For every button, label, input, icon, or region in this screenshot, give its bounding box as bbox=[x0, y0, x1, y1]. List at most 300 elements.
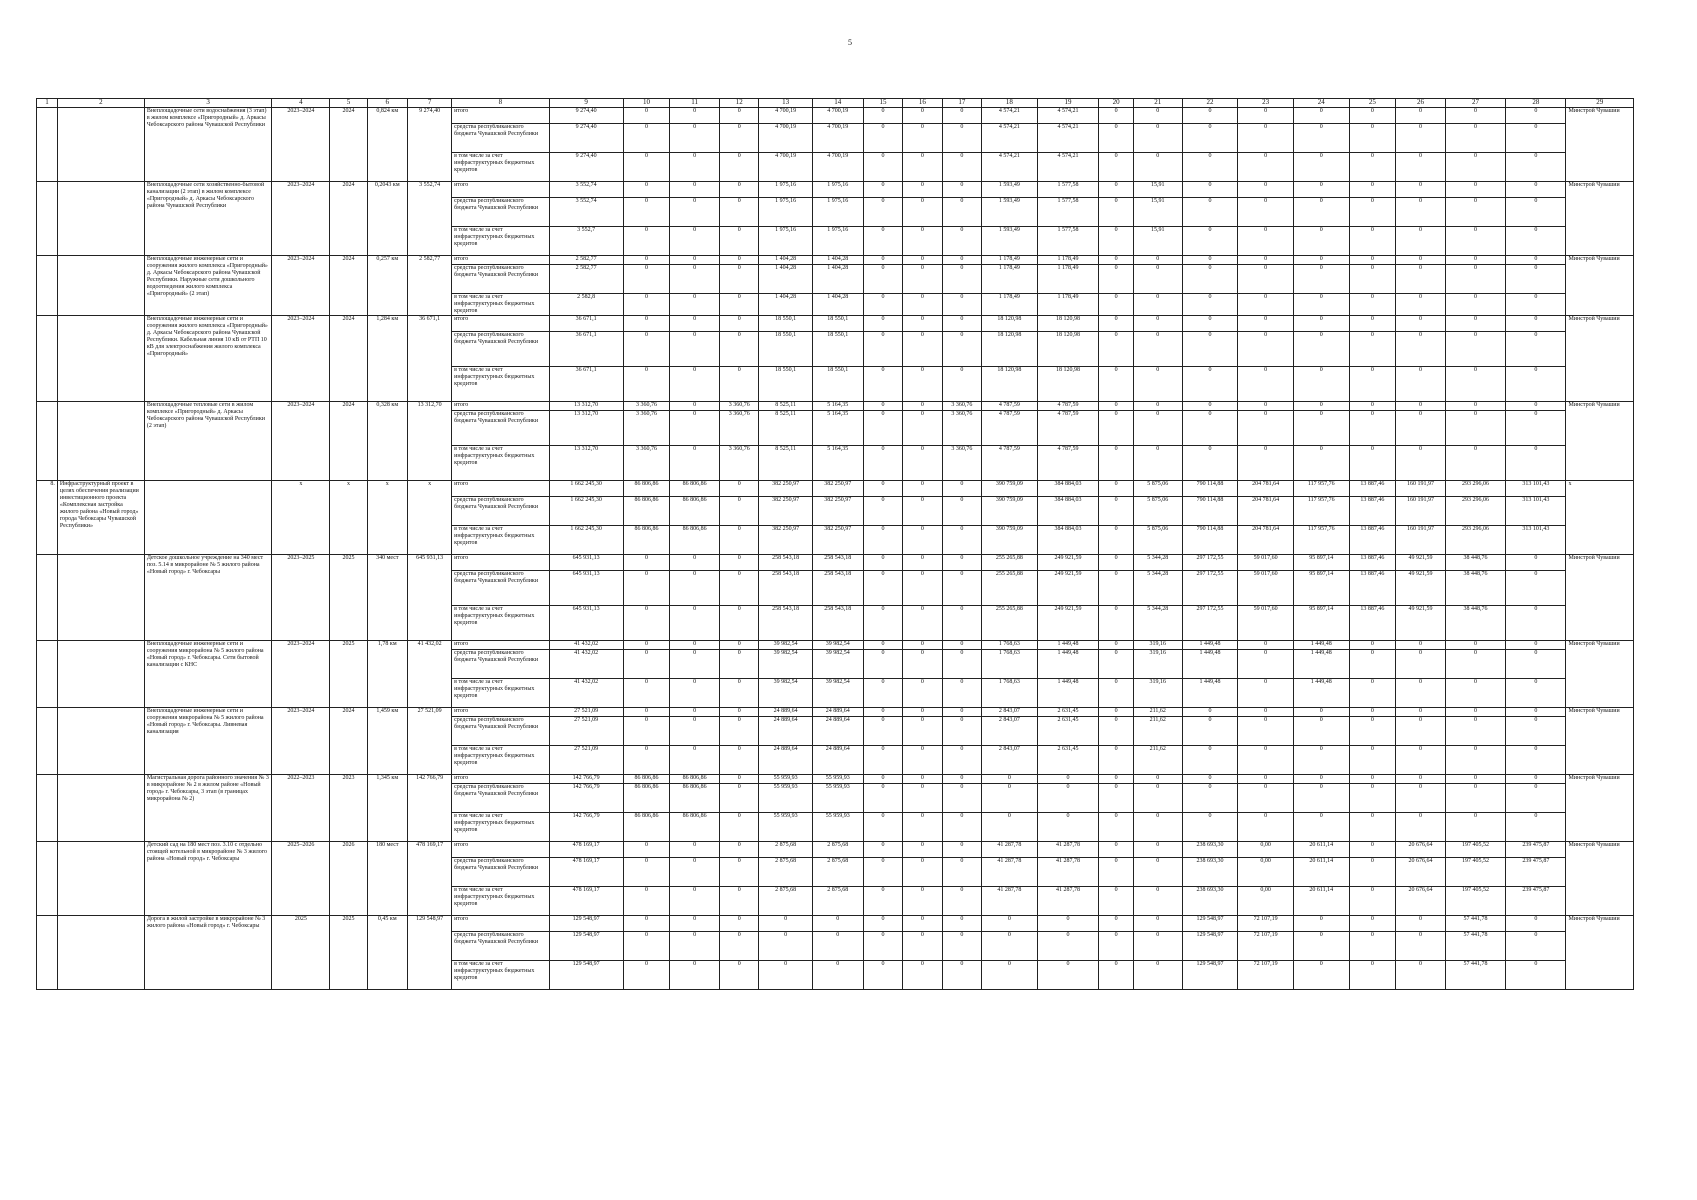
value-col-24: 0 bbox=[1293, 124, 1349, 153]
value-col-12: 0 bbox=[720, 679, 759, 708]
value-col-17: 0 bbox=[942, 153, 981, 182]
value-col-12: 0 bbox=[720, 775, 759, 784]
value-col-10: 0 bbox=[623, 124, 669, 153]
value-col-15: 0 bbox=[863, 182, 902, 198]
value-col-23: 0 bbox=[1238, 708, 1294, 717]
value-col-28: 0 bbox=[1506, 367, 1566, 402]
value-col-18: 0 bbox=[982, 813, 1038, 842]
value-col-13: 39 982,54 bbox=[759, 679, 812, 708]
estimated-cost: 13 312,70 bbox=[408, 402, 452, 481]
value-col-14: 39 982,54 bbox=[812, 650, 863, 679]
value-col-12: 0 bbox=[720, 481, 759, 497]
value-col-25: 0 bbox=[1349, 182, 1395, 198]
funding-source: средства республиканского бюджета Чувашской Республики bbox=[452, 717, 549, 746]
value-col-13: 258 543,18 bbox=[759, 606, 812, 641]
column-number-18: 18 bbox=[982, 99, 1038, 108]
program-name bbox=[57, 775, 144, 842]
value-col-22: 1 449,48 bbox=[1182, 641, 1238, 650]
item-number bbox=[37, 555, 58, 641]
table-row bbox=[37, 641, 1634, 650]
value-col-18: 18 120,98 bbox=[982, 316, 1038, 332]
funding-source: средства республиканского бюджета Чувашской Республики bbox=[452, 265, 549, 294]
value-col-20: 0 bbox=[1099, 332, 1134, 367]
value-col-21: 0 bbox=[1133, 294, 1182, 316]
value-col-26: 0 bbox=[1396, 813, 1446, 842]
value-col-13: 55 959,93 bbox=[759, 784, 812, 813]
value-col-25: 0 bbox=[1349, 932, 1395, 961]
value-col-17: 0 bbox=[942, 571, 981, 606]
value-col-11: 0 bbox=[670, 650, 720, 679]
value-col-22: 0 bbox=[1182, 784, 1238, 813]
value-col-23: 0 bbox=[1238, 813, 1294, 842]
value-col-12: 0 bbox=[720, 316, 759, 332]
value-col-11: 0 bbox=[670, 153, 720, 182]
capacity: 1,284 км bbox=[367, 316, 408, 402]
value-col-27: 293 296,06 bbox=[1445, 481, 1505, 497]
value-col-20: 0 bbox=[1099, 402, 1134, 411]
funding-source: в том числе за счет инфраструктурных бюджетных кредитов bbox=[452, 446, 549, 481]
value-col-22: 129 548,97 bbox=[1182, 916, 1238, 932]
value-col-25: 0 bbox=[1349, 717, 1395, 746]
funding-source: итого bbox=[452, 555, 549, 571]
value-col-11: 0 bbox=[670, 887, 720, 916]
column-number-26: 26 bbox=[1396, 99, 1446, 108]
value-col-17: 0 bbox=[942, 182, 981, 198]
value-col-23: 0 bbox=[1238, 198, 1294, 227]
value-col-20: 0 bbox=[1099, 784, 1134, 813]
value-col-24: 0 bbox=[1293, 198, 1349, 227]
value-col-20: 0 bbox=[1099, 497, 1134, 526]
value-col-10: 0 bbox=[623, 571, 669, 606]
value-col-27: 0 bbox=[1445, 775, 1505, 784]
value-col-17: 0 bbox=[942, 784, 981, 813]
value-col-24: 117 957,76 bbox=[1293, 481, 1349, 497]
value-col-20: 0 bbox=[1099, 526, 1134, 555]
value-col-24: 0 bbox=[1293, 182, 1349, 198]
value-col-15: 0 bbox=[863, 961, 902, 990]
value-col-27: 0 bbox=[1445, 784, 1505, 813]
estimated-cost: 27 521,09 bbox=[408, 708, 452, 775]
commissioning-year: 2024 bbox=[330, 402, 367, 481]
column-number-4: 4 bbox=[272, 99, 330, 108]
value-col-13: 39 982,54 bbox=[759, 641, 812, 650]
value-col-9: 36 671,1 bbox=[549, 316, 623, 332]
value-col-23: 59 017,60 bbox=[1238, 606, 1294, 641]
value-col-11: 0 bbox=[670, 316, 720, 332]
value-col-25: 0 bbox=[1349, 227, 1395, 256]
value-col-18: 1 593,49 bbox=[982, 198, 1038, 227]
column-number-22: 22 bbox=[1182, 99, 1238, 108]
value-col-13: 258 543,18 bbox=[759, 571, 812, 606]
value-col-24: 0 bbox=[1293, 746, 1349, 775]
value-col-12: 0 bbox=[720, 842, 759, 858]
value-col-16: 0 bbox=[903, 153, 942, 182]
value-col-13: 4 700,19 bbox=[759, 124, 812, 153]
program-name bbox=[57, 708, 144, 775]
value-col-23: 0 bbox=[1238, 650, 1294, 679]
value-col-16: 0 bbox=[903, 481, 942, 497]
value-col-26: 0 bbox=[1396, 446, 1446, 481]
value-col-9: 478 169,17 bbox=[549, 858, 623, 887]
value-col-20: 0 bbox=[1099, 411, 1134, 446]
value-col-15: 0 bbox=[863, 775, 902, 784]
value-col-17: 0 bbox=[942, 916, 981, 932]
value-col-19: 41 287,78 bbox=[1037, 858, 1098, 887]
value-col-12: 0 bbox=[720, 367, 759, 402]
construction-period: 2022–2023 bbox=[272, 775, 330, 842]
value-col-28: 0 bbox=[1506, 108, 1566, 124]
value-col-27: 0 bbox=[1445, 411, 1505, 446]
value-col-20: 0 bbox=[1099, 446, 1134, 481]
value-col-22: 297 172,55 bbox=[1182, 606, 1238, 641]
value-col-10: 0 bbox=[623, 842, 669, 858]
value-col-14: 5 164,35 bbox=[812, 411, 863, 446]
value-col-18: 1 178,49 bbox=[982, 294, 1038, 316]
value-col-25: 0 bbox=[1349, 784, 1395, 813]
value-col-9: 13 312,70 bbox=[549, 446, 623, 481]
value-col-19: 4 787,59 bbox=[1037, 411, 1098, 446]
value-col-28: 0 bbox=[1506, 717, 1566, 746]
value-col-24: 0 bbox=[1293, 316, 1349, 332]
column-number-5: 5 bbox=[330, 99, 367, 108]
value-col-23: 0 bbox=[1238, 316, 1294, 332]
value-col-13: 382 250,97 bbox=[759, 526, 812, 555]
value-col-16: 0 bbox=[903, 932, 942, 961]
value-col-17: 0 bbox=[942, 294, 981, 316]
value-col-9: 645 931,13 bbox=[549, 555, 623, 571]
value-col-14: 24 889,64 bbox=[812, 746, 863, 775]
table-row bbox=[37, 402, 1634, 411]
value-col-13: 8 525,11 bbox=[759, 446, 812, 481]
value-col-28: 0 bbox=[1506, 198, 1566, 227]
object-name: Внеплощадочные инженерные сети и сооружения микрорайона № 5 жилого района «Новый город» г. Чебоксары. Сети бытовой канализации с КНС bbox=[144, 641, 272, 708]
value-col-26: 0 bbox=[1396, 932, 1446, 961]
value-col-24: 0 bbox=[1293, 411, 1349, 446]
value-col-24: 20 611,14 bbox=[1293, 858, 1349, 887]
value-col-11: 0 bbox=[670, 916, 720, 932]
value-col-27: 0 bbox=[1445, 124, 1505, 153]
value-col-14: 4 700,19 bbox=[812, 108, 863, 124]
value-col-17: 0 bbox=[942, 746, 981, 775]
column-number-17: 17 bbox=[942, 99, 981, 108]
value-col-24: 0 bbox=[1293, 367, 1349, 402]
value-col-11: 0 bbox=[670, 961, 720, 990]
value-col-17: 0 bbox=[942, 316, 981, 332]
value-col-17: 0 bbox=[942, 717, 981, 746]
construction-period: x bbox=[272, 481, 330, 555]
page-number: 5 bbox=[848, 38, 852, 47]
value-col-10: 0 bbox=[623, 256, 669, 265]
value-col-28: 0 bbox=[1506, 784, 1566, 813]
value-col-28: 0 bbox=[1506, 124, 1566, 153]
value-col-25: 0 bbox=[1349, 916, 1395, 932]
value-col-18: 18 120,98 bbox=[982, 332, 1038, 367]
value-col-12: 0 bbox=[720, 526, 759, 555]
value-col-24: 20 611,14 bbox=[1293, 887, 1349, 916]
value-col-22: 0 bbox=[1182, 108, 1238, 124]
value-col-11: 0 bbox=[670, 746, 720, 775]
value-col-15: 0 bbox=[863, 641, 902, 650]
value-col-16: 0 bbox=[903, 641, 942, 650]
value-col-9: 9 274,40 bbox=[549, 153, 623, 182]
value-col-28: 0 bbox=[1506, 571, 1566, 606]
value-col-20: 0 bbox=[1099, 367, 1134, 402]
funding-source: средства республиканского бюджета Чувашской Республики bbox=[452, 198, 549, 227]
value-col-19: 4 787,59 bbox=[1037, 446, 1098, 481]
value-col-21: 5 875,06 bbox=[1133, 481, 1182, 497]
value-col-12: 0 bbox=[720, 182, 759, 198]
value-col-13: 1 975,16 bbox=[759, 227, 812, 256]
value-col-23: 0 bbox=[1238, 124, 1294, 153]
value-col-12: 0 bbox=[720, 813, 759, 842]
value-col-21: 0 bbox=[1133, 402, 1182, 411]
value-col-28: 0 bbox=[1506, 555, 1566, 571]
funding-source: в том числе за счет инфраструктурных бюджетных кредитов bbox=[452, 961, 549, 990]
value-col-19: 1 449,48 bbox=[1037, 650, 1098, 679]
capacity: 0,824 км bbox=[367, 108, 408, 182]
value-col-23: 72 107,19 bbox=[1238, 932, 1294, 961]
value-col-11: 86 806,86 bbox=[670, 481, 720, 497]
value-col-22: 0 bbox=[1182, 182, 1238, 198]
value-col-9: 3 552,7 bbox=[549, 227, 623, 256]
value-col-20: 0 bbox=[1099, 961, 1134, 990]
value-col-9: 13 312,70 bbox=[549, 411, 623, 446]
value-col-19: 1 449,48 bbox=[1037, 641, 1098, 650]
value-col-13: 1 975,16 bbox=[759, 182, 812, 198]
value-col-27: 0 bbox=[1445, 316, 1505, 332]
value-col-10: 86 806,86 bbox=[623, 775, 669, 784]
value-col-12: 0 bbox=[720, 497, 759, 526]
value-col-15: 0 bbox=[863, 446, 902, 481]
value-col-24: 0 bbox=[1293, 784, 1349, 813]
value-col-9: 645 931,13 bbox=[549, 571, 623, 606]
value-col-18: 255 265,88 bbox=[982, 571, 1038, 606]
value-col-27: 0 bbox=[1445, 813, 1505, 842]
value-col-14: 258 543,18 bbox=[812, 606, 863, 641]
value-col-15: 0 bbox=[863, 481, 902, 497]
program-name bbox=[57, 108, 144, 182]
value-col-22: 0 bbox=[1182, 775, 1238, 784]
customer: Минстрой Чувашии bbox=[1566, 775, 1634, 842]
value-col-19: 2 631,45 bbox=[1037, 708, 1098, 717]
customer: Минстрой Чувашии bbox=[1566, 708, 1634, 775]
value-col-20: 0 bbox=[1099, 124, 1134, 153]
value-col-25: 0 bbox=[1349, 108, 1395, 124]
column-number-21: 21 bbox=[1133, 99, 1182, 108]
value-col-26: 20 676,64 bbox=[1396, 842, 1446, 858]
value-col-11: 86 806,86 bbox=[670, 526, 720, 555]
value-col-22: 0 bbox=[1182, 813, 1238, 842]
value-col-17: 0 bbox=[942, 641, 981, 650]
column-number-14: 14 bbox=[812, 99, 863, 108]
value-col-23: 0 bbox=[1238, 717, 1294, 746]
item-number bbox=[37, 775, 58, 842]
capacity: 340 мест bbox=[367, 555, 408, 641]
estimated-cost: 9 274,40 bbox=[408, 108, 452, 182]
item-number bbox=[37, 641, 58, 708]
funding-source: средства республиканского бюджета Чувашской Республики bbox=[452, 497, 549, 526]
table-row bbox=[37, 708, 1634, 717]
table-row bbox=[37, 555, 1634, 571]
value-col-13: 39 982,54 bbox=[759, 650, 812, 679]
value-col-22: 0 bbox=[1182, 198, 1238, 227]
object-name: Дорога в жилой застройке в микрорайоне № 3 жилого района «Новый город» г. Чебоксары bbox=[144, 916, 272, 990]
value-col-22: 0 bbox=[1182, 402, 1238, 411]
value-col-14: 382 250,97 bbox=[812, 497, 863, 526]
column-number-20: 20 bbox=[1099, 99, 1134, 108]
value-col-19: 1 577,58 bbox=[1037, 182, 1098, 198]
value-col-19: 0 bbox=[1037, 813, 1098, 842]
value-col-13: 1 975,16 bbox=[759, 198, 812, 227]
funding-source: средства республиканского бюджета Чувашской Республики bbox=[452, 571, 549, 606]
value-col-14: 1 404,28 bbox=[812, 265, 863, 294]
value-col-12: 0 bbox=[720, 265, 759, 294]
value-col-9: 478 169,17 bbox=[549, 887, 623, 916]
value-col-16: 0 bbox=[903, 571, 942, 606]
item-number bbox=[37, 182, 58, 256]
value-col-27: 293 296,06 bbox=[1445, 497, 1505, 526]
value-col-24: 20 611,14 bbox=[1293, 842, 1349, 858]
value-col-14: 2 875,68 bbox=[812, 887, 863, 916]
value-col-15: 0 bbox=[863, 198, 902, 227]
value-col-23: 72 107,19 bbox=[1238, 961, 1294, 990]
table-header bbox=[37, 99, 1634, 108]
value-col-11: 86 806,86 bbox=[670, 775, 720, 784]
value-col-23: 0 bbox=[1238, 332, 1294, 367]
value-col-19: 4 574,21 bbox=[1037, 153, 1098, 182]
object-name: Внеплощадочные сети водоснабжения (3 этап) в жилом комплексе «Пригородный» д. Аркасы Чебоксарского района Чувашской Республики bbox=[144, 108, 272, 182]
value-col-18: 2 843,07 bbox=[982, 746, 1038, 775]
value-col-26: 0 bbox=[1396, 717, 1446, 746]
value-col-27: 38 448,76 bbox=[1445, 555, 1505, 571]
value-col-18: 41 287,78 bbox=[982, 887, 1038, 916]
value-col-9: 645 931,13 bbox=[549, 606, 623, 641]
item-number: 8. bbox=[37, 481, 58, 555]
value-col-14: 55 959,93 bbox=[812, 813, 863, 842]
value-col-24: 117 957,76 bbox=[1293, 526, 1349, 555]
column-number-8: 8 bbox=[452, 99, 549, 108]
value-col-19: 0 bbox=[1037, 961, 1098, 990]
value-col-25: 13 887,46 bbox=[1349, 481, 1395, 497]
value-col-15: 0 bbox=[863, 367, 902, 402]
value-col-11: 86 806,86 bbox=[670, 784, 720, 813]
value-col-28: 0 bbox=[1506, 932, 1566, 961]
item-number bbox=[37, 316, 58, 402]
funding-source: итого bbox=[452, 256, 549, 265]
value-col-17: 0 bbox=[942, 108, 981, 124]
value-col-11: 0 bbox=[670, 182, 720, 198]
value-col-21: 0 bbox=[1133, 842, 1182, 858]
value-col-12: 0 bbox=[720, 717, 759, 746]
value-col-26: 0 bbox=[1396, 367, 1446, 402]
value-col-21: 0 bbox=[1133, 961, 1182, 990]
column-number-13: 13 bbox=[759, 99, 812, 108]
value-col-27: 0 bbox=[1445, 367, 1505, 402]
value-col-15: 0 bbox=[863, 265, 902, 294]
value-col-22: 0 bbox=[1182, 124, 1238, 153]
value-col-9: 36 671,1 bbox=[549, 367, 623, 402]
value-col-14: 18 550,1 bbox=[812, 367, 863, 402]
customer: Минстрой Чувашии bbox=[1566, 402, 1634, 481]
value-col-18: 4 574,21 bbox=[982, 153, 1038, 182]
capacity: 0,45 км bbox=[367, 916, 408, 990]
value-col-24: 0 bbox=[1293, 256, 1349, 265]
estimated-cost: 478 169,17 bbox=[408, 842, 452, 916]
value-col-13: 2 875,68 bbox=[759, 858, 812, 887]
value-col-20: 0 bbox=[1099, 887, 1134, 916]
value-col-28: 0 bbox=[1506, 411, 1566, 446]
value-col-10: 3 360,76 bbox=[623, 411, 669, 446]
value-col-11: 86 806,86 bbox=[670, 497, 720, 526]
value-col-10: 86 806,86 bbox=[623, 497, 669, 526]
commissioning-year: 2025 bbox=[330, 555, 367, 641]
value-col-28: 0 bbox=[1506, 650, 1566, 679]
value-col-18: 1 768,63 bbox=[982, 679, 1038, 708]
value-col-19: 1 577,58 bbox=[1037, 227, 1098, 256]
value-col-13: 18 550,1 bbox=[759, 332, 812, 367]
value-col-19: 0 bbox=[1037, 916, 1098, 932]
value-col-15: 0 bbox=[863, 316, 902, 332]
value-col-12: 0 bbox=[720, 555, 759, 571]
value-col-10: 0 bbox=[623, 316, 669, 332]
value-col-20: 0 bbox=[1099, 571, 1134, 606]
value-col-25: 13 887,46 bbox=[1349, 497, 1395, 526]
value-col-25: 13 887,46 bbox=[1349, 606, 1395, 641]
value-col-19: 1 577,58 bbox=[1037, 198, 1098, 227]
value-col-24: 0 bbox=[1293, 265, 1349, 294]
value-col-15: 0 bbox=[863, 842, 902, 858]
value-col-11: 0 bbox=[670, 641, 720, 650]
value-col-9: 27 521,09 bbox=[549, 717, 623, 746]
capacity: 0,328 км bbox=[367, 402, 408, 481]
value-col-23: 0 bbox=[1238, 256, 1294, 265]
value-col-24: 95 897,14 bbox=[1293, 555, 1349, 571]
estimated-cost: 3 552,74 bbox=[408, 182, 452, 256]
value-col-25: 0 bbox=[1349, 775, 1395, 784]
customer: Минстрой Чувашии bbox=[1566, 842, 1634, 916]
value-col-21: 15,91 bbox=[1133, 182, 1182, 198]
value-col-21: 15,91 bbox=[1133, 198, 1182, 227]
value-col-27: 0 bbox=[1445, 227, 1505, 256]
value-col-11: 0 bbox=[670, 227, 720, 256]
column-number-10: 10 bbox=[623, 99, 669, 108]
value-col-20: 0 bbox=[1099, 182, 1134, 198]
value-col-28: 0 bbox=[1506, 256, 1566, 265]
item-number bbox=[37, 108, 58, 182]
value-col-14: 55 959,93 bbox=[812, 784, 863, 813]
value-col-27: 0 bbox=[1445, 746, 1505, 775]
estimated-cost: 41 432,02 bbox=[408, 641, 452, 708]
value-col-9: 129 548,97 bbox=[549, 932, 623, 961]
funding-source: в том числе за счет инфраструктурных бюджетных кредитов bbox=[452, 227, 549, 256]
value-col-10: 0 bbox=[623, 650, 669, 679]
value-col-19: 1 178,49 bbox=[1037, 294, 1098, 316]
value-col-28: 0 bbox=[1506, 153, 1566, 182]
value-col-9: 9 274,40 bbox=[549, 124, 623, 153]
value-col-10: 0 bbox=[623, 746, 669, 775]
value-col-9: 142 766,79 bbox=[549, 813, 623, 842]
value-col-26: 0 bbox=[1396, 916, 1446, 932]
value-col-26: 0 bbox=[1396, 265, 1446, 294]
table-row bbox=[37, 916, 1634, 932]
value-col-17: 0 bbox=[942, 708, 981, 717]
value-col-14: 0 bbox=[812, 916, 863, 932]
capacity: 1,78 км bbox=[367, 641, 408, 708]
value-col-24: 0 bbox=[1293, 717, 1349, 746]
value-col-17: 3 360,76 bbox=[942, 402, 981, 411]
value-col-17: 0 bbox=[942, 367, 981, 402]
funding-source: средства республиканского бюджета Чувашской Республики bbox=[452, 411, 549, 446]
